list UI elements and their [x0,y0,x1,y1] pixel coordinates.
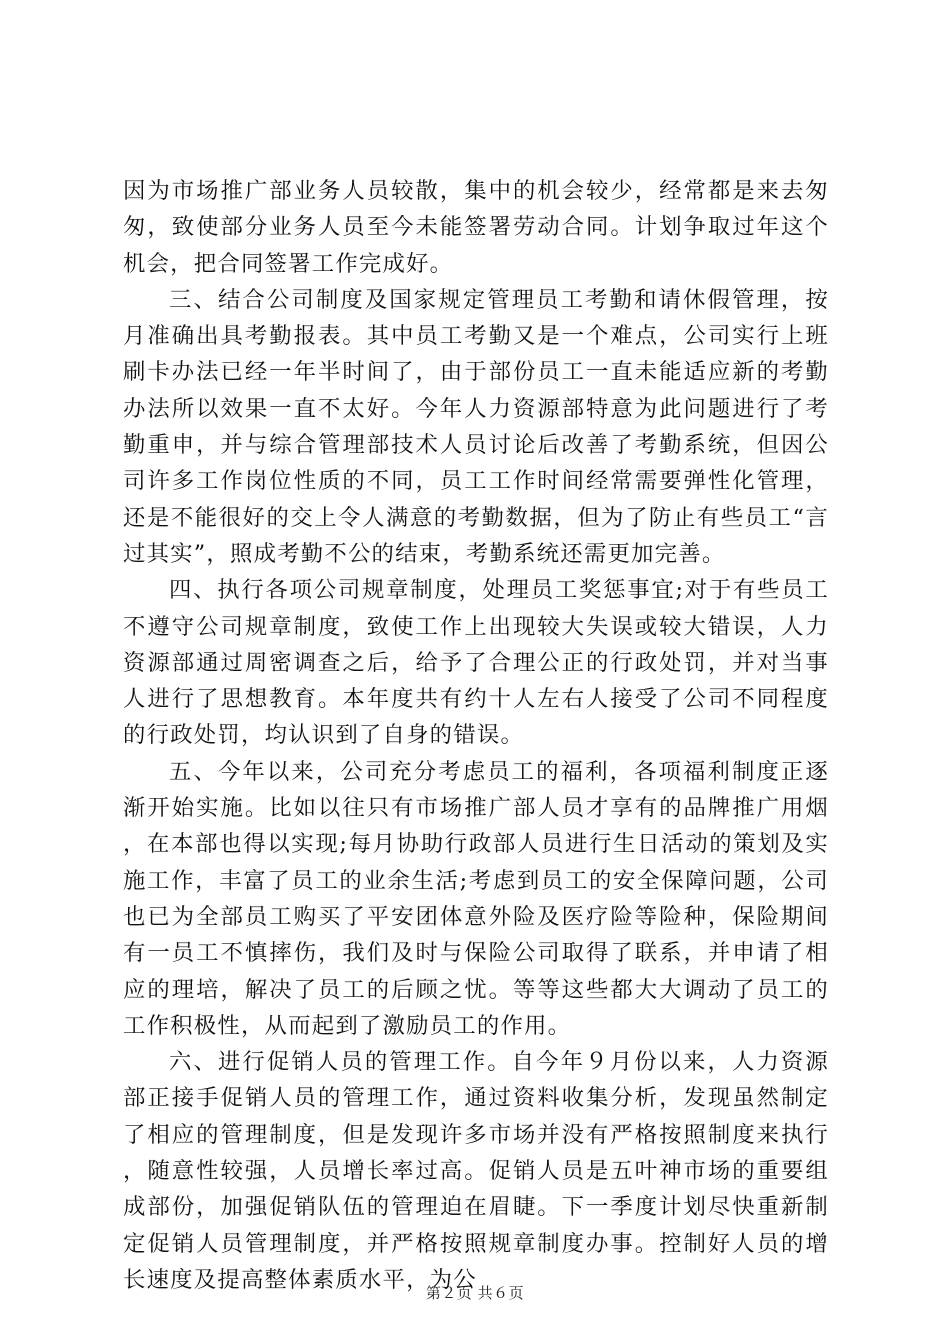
document-body [123,173,829,1298]
paragraph-item-four: 四、执行各项公司规章制度，处理员工奖惩事宜;对于有些员工不遵守公司规章制度，致使工作上出现较大失误或较大错误，人力资源部通过周密调查之后，给予了合理公正的行政处罚，并对当事人进行了思想教育。本年度共有约十人左右人接受了公司不同程度的行政处罚，均认识到了自身的错误。 [123,577,829,749]
paragraph-continued: 因为市场推广部业务人员较散，集中的机会较少，经常都是来去匆匆，致使部分业务人员至今未能签署劳动合同。计划争取过年这个机会，把合同签署工作完成好。 [123,178,829,277]
paragraph-item-three: 三、结合公司制度及国家规定管理员工考勤和请休假管理，按月准确出具考勤报表。其中员工考勤又是一个难点，公司实行上班刷卡办法已经一年半时间了，由于部份员工一直未能适应新的考勤办法所以效果一直不太好。今年人力资源部特意为此问题进行了考勤重申，并与综合管理部技术人员讨论后改善了考勤系统，但因公司许多工作岗位性质的不同，员工工作时间经常需要弹性化管理，还是不能很好的交上令人满意的考勤数据，但为了防止有些员工“言过其实”，照成考勤不公的结束，考勤系统还需更加完善。 [123,286,829,567]
page-footer [0,1283,950,1303]
paragraph-item-six: 六、进行促销人员的管理工作。自今年９月份以来，人力资源部正接手促销人员的管理工作，通过资料收集分析，发现虽然制定了相应的管理制度，但是发现许多市场并没有严格按照制度来执行，随意性较强，人员增长率过高。促销人员是五叶神市场的重要组成部份，加强促销队伍的管理迫在眉睫。下一季度计划尽快重新制定促销人员管理制度，并严格按照规章制度办事。控制好人员的增长速度及提高整体素质水平，为公 [123,1049,829,1293]
page-number-indicator: 第２页 共６页 [425,1284,525,1302]
paragraph-item-five: 五、今年以来，公司充分考虑员工的福利，各项福利制度正逐渐开始实施。比如以往只有市场推广部人员才享有的品牌推广用烟，在本部也得以实现;每月协助行政部人员进行生日活动的策划及实施工作，丰富了员工的业余生活;考虑到员工的安全保障问题，公司也已为全部员工购买了平安团体意外险及医疗险等险种，保险期间有一员工不慎摔伤，我们及时与保险公司取得了联系，并申请了相应的理培，解决了员工的后顾之忧。等等这些都大大调动了员工的工作积极性，从而起到了激励员工的作用。 [123,758,829,1039]
